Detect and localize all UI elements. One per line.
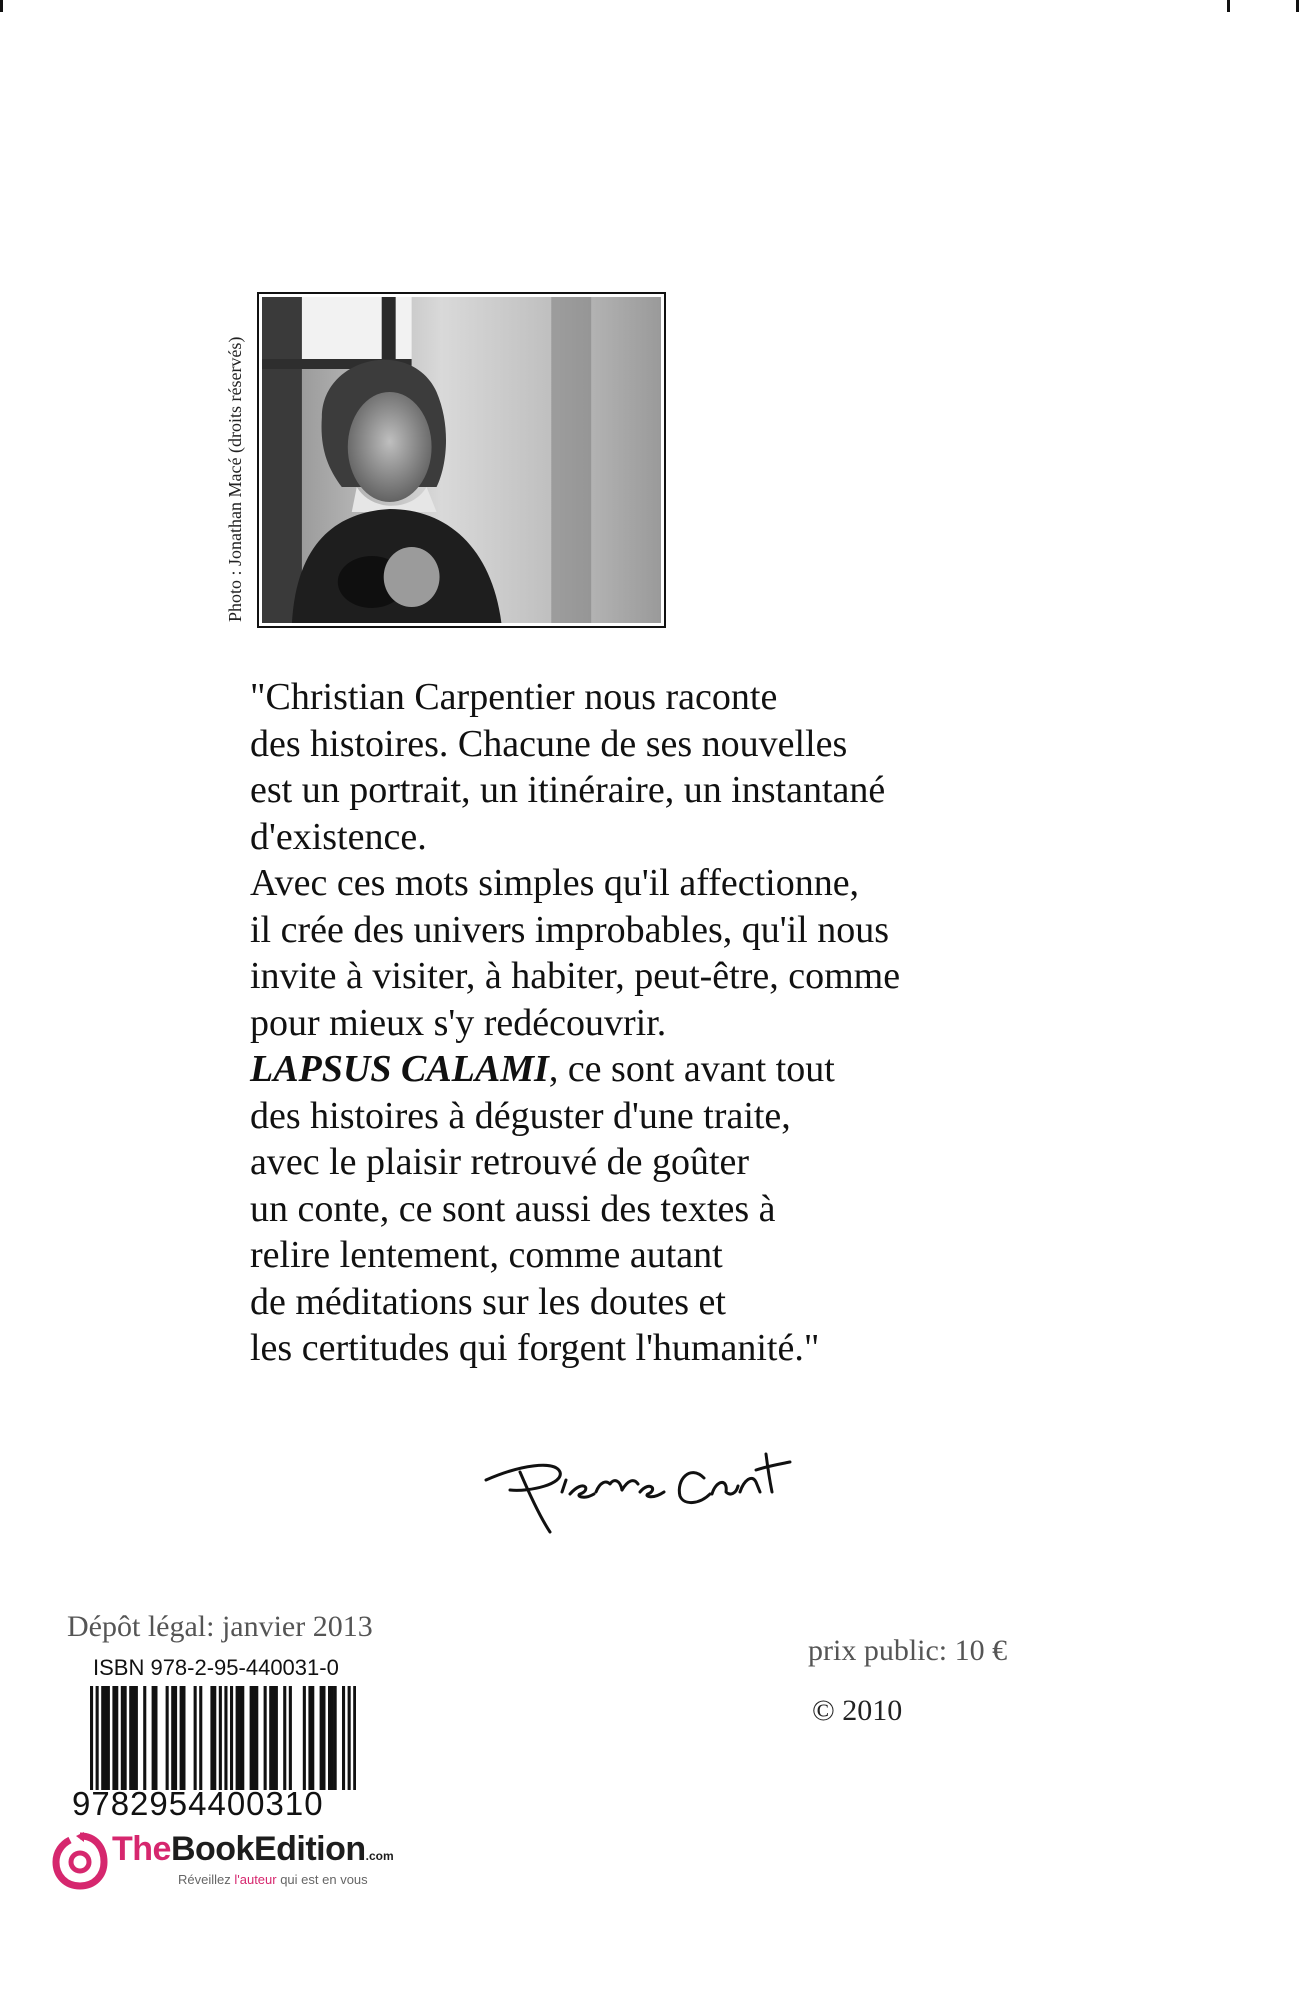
barcode-bar [121, 1686, 124, 1790]
author-portrait [257, 292, 666, 628]
barcode-bar [238, 1686, 241, 1790]
barcode-bar [308, 1686, 311, 1790]
barcode-bar [303, 1686, 306, 1790]
blurb-line: d'existence. [250, 815, 427, 858]
blurb-line: relire lentement, comme autant [250, 1234, 723, 1276]
blurb-line: est un portrait, un itinéraire, un instantané [250, 769, 886, 811]
tagline-before: Réveillez [178, 1872, 235, 1887]
blurb-line: invite à visiter, à habiter, peut-être, comme [250, 955, 901, 997]
barcode-bar [322, 1686, 325, 1790]
barcode-bar [334, 1686, 337, 1790]
barcode-bar [236, 1686, 239, 1790]
barcode-bar [348, 1686, 351, 1790]
publisher-tagline [178, 1872, 368, 1887]
photo-credit: Photo : Jonathan Macé (droits réservés) [225, 336, 245, 622]
barcode-bar [283, 1686, 286, 1790]
barcode-bar [96, 1686, 99, 1790]
publisher-wordmark [112, 1830, 394, 1869]
barcode-bar [255, 1686, 258, 1790]
barcode-bar [250, 1686, 253, 1790]
barcode-bar [152, 1686, 155, 1790]
isbn-barcode [90, 1686, 356, 1790]
publisher-wordmark-the: The [112, 1830, 171, 1868]
crop-mark-right [1227, 0, 1230, 12]
barcode-bar [180, 1686, 183, 1790]
barcode-bar [320, 1686, 323, 1790]
barcode-bar [112, 1686, 115, 1790]
barcode-bar [269, 1686, 272, 1790]
blurb-line: avec le plaisir retrouvé de goûter [250, 1141, 750, 1183]
barcode-bar [219, 1686, 222, 1790]
barcode-bar [224, 1686, 227, 1790]
publisher-wordmark-main: BookEdition [170, 1830, 366, 1868]
crop-mark-right-edge [1296, 0, 1299, 12]
barcode-bar [272, 1686, 275, 1790]
barcode-bar [194, 1686, 197, 1790]
back-cover-blurb [250, 674, 1010, 1372]
publisher-wordmark-suffix: .com [365, 1849, 394, 1863]
blurb-line: des histoires à déguster d'une traite, [250, 1094, 791, 1137]
tagline-after: qui est en vous [276, 1872, 368, 1887]
copyright-notice: © 2010 [812, 1694, 903, 1727]
barcode-bar [182, 1686, 185, 1790]
barcode-bar [210, 1686, 213, 1790]
blurb-line: Avec ces mots simples qu'il affectionne, [250, 862, 860, 904]
public-price: prix public: 10 € [808, 1634, 1008, 1667]
barcode-bar [154, 1686, 157, 1790]
barcode-bar [135, 1686, 138, 1790]
barcode-bar [132, 1686, 135, 1790]
handwritten-signature [480, 1420, 800, 1540]
barcode-bar [90, 1686, 93, 1790]
barcode-bar [101, 1686, 104, 1790]
blurb-line: "Christian Carpentier nous raconte [250, 676, 778, 718]
blurb-line: des histoires. Chacune de ses nouvelles [250, 722, 848, 765]
crop-mark-left [0, 0, 3, 12]
barcode-bar [342, 1686, 345, 1790]
barcode-bar [331, 1686, 334, 1790]
barcode-bar [174, 1686, 177, 1790]
blurb-line: de méditations sur les doutes et [250, 1280, 726, 1323]
tagline-accent: l'auteur [234, 1872, 277, 1887]
barcode-bar [199, 1686, 202, 1790]
barcode-bar [230, 1686, 233, 1790]
barcode-bar [252, 1686, 255, 1790]
barcode-bar [143, 1686, 146, 1790]
barcode-bar [107, 1686, 110, 1790]
barcode-bar [166, 1686, 169, 1790]
barcode-bar [124, 1686, 127, 1790]
isbn-label: ISBN 978-2-95-440031-0 [93, 1655, 339, 1680]
barcode-bar [129, 1686, 132, 1790]
barcode-bar [264, 1686, 267, 1790]
barcode-bar [328, 1686, 331, 1790]
book-title: LAPSUS CALAMI [250, 1048, 549, 1090]
publisher-logo-mark-icon [50, 1830, 110, 1890]
blurb-line: il crée des univers improbables, qu'il nous [250, 908, 889, 951]
barcode-digits: 9782954400310 [72, 1785, 324, 1822]
blurb-title-line [250, 1046, 1010, 1093]
barcode-bar [115, 1686, 118, 1790]
publisher-logo [50, 1826, 440, 1896]
barcode-bar [241, 1686, 244, 1790]
barcode-bar [275, 1686, 278, 1790]
barcode-bar [311, 1686, 314, 1790]
portrait-photo-image [262, 297, 661, 623]
barcode-bar [171, 1686, 174, 1790]
blurb-title-line-rest: , ce sont avant tout [548, 1048, 835, 1090]
legal-deposit: Dépôt légal: janvier 2013 [67, 1610, 373, 1643]
barcode-bar [353, 1686, 356, 1790]
barcode-bar [213, 1686, 216, 1790]
barcode-bar [289, 1686, 292, 1790]
blurb-line: les certitudes qui forgent l'humanité." [250, 1327, 820, 1369]
barcode-bar [104, 1686, 107, 1790]
blurb-line: pour mieux s'y redécouvrir. [250, 1001, 667, 1044]
blurb-line: un conte, ce sont aussi des textes à [250, 1187, 776, 1230]
